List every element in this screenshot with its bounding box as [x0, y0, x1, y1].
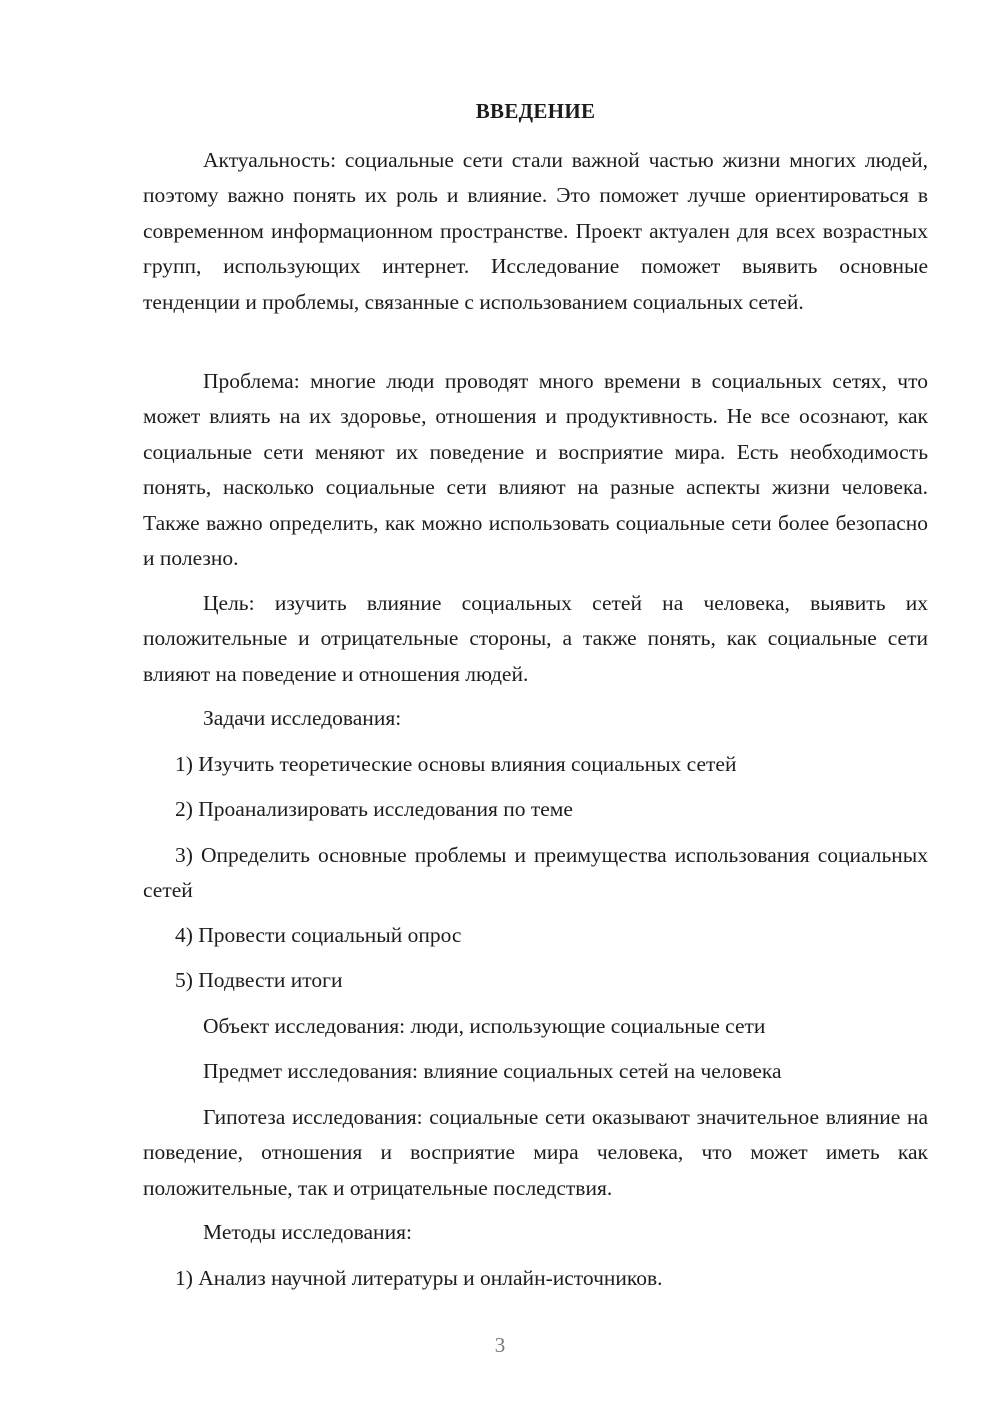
object-paragraph: Объект исследования: люди, использующие социальные сети	[203, 1014, 766, 1038]
section-title: ВВЕДЕНИЕ	[475, 99, 596, 123]
relevance-paragraph: Актуальность: социальные сети стали важной частью жизни многих людей, поэтому важно понять их роль и влияние. Это поможет лучше ориентироваться в современном информационном пространстве. Проект актуален для всех возрастных групп, использующих интернет. Исследование поможет выявить основные тенденции и проблемы, связанные с использованием социальных сетей.	[143, 148, 928, 314]
task-item: 1) Изучить теоретические основы влияния социальных сетей	[175, 752, 737, 776]
page-number: 3	[494, 1333, 506, 1357]
hypothesis-paragraph: Гипотеза исследования: социальные сети оказывают значительное влияние на поведение, отношения и восприятие мира человека, что может иметь как положительные, так и отрицательные последствия.	[143, 1105, 928, 1200]
tasks-heading: Задачи исследования:	[203, 706, 402, 730]
task-item: 4) Провести социальный опрос	[175, 923, 462, 947]
method-item: 1) Анализ научной литературы и онлайн-источников.	[175, 1266, 663, 1290]
task-item: 5) Подвести итоги	[175, 968, 343, 992]
methods-heading: Методы исследования:	[203, 1220, 412, 1244]
subject-paragraph: Предмет исследования: влияние социальных сетей на человека	[203, 1059, 782, 1083]
problem-paragraph: Проблема: многие люди проводят много времени в социальных сетях, что может влиять на их здоровье, отношения и продуктивность. Не все осознают, как социальные сети меняют их поведение и восприятие мира. Есть необходимость понять, насколько социальные сети влияют на разные аспекты жизни человека. Также важно определить, как можно использовать социальные сети более безопасно и полезно.	[143, 369, 928, 571]
task-item: 2) Проанализировать исследования по теме	[175, 797, 573, 821]
goal-paragraph: Цель: изучить влияние социальных сетей на человека, выявить их положительные и отрицательные стороны, а также понять, как социальные сети влияют на поведение и отношения людей.	[143, 591, 928, 686]
task-item: 3) Определить основные проблемы и преимущества использования социальных сетей	[143, 843, 928, 903]
